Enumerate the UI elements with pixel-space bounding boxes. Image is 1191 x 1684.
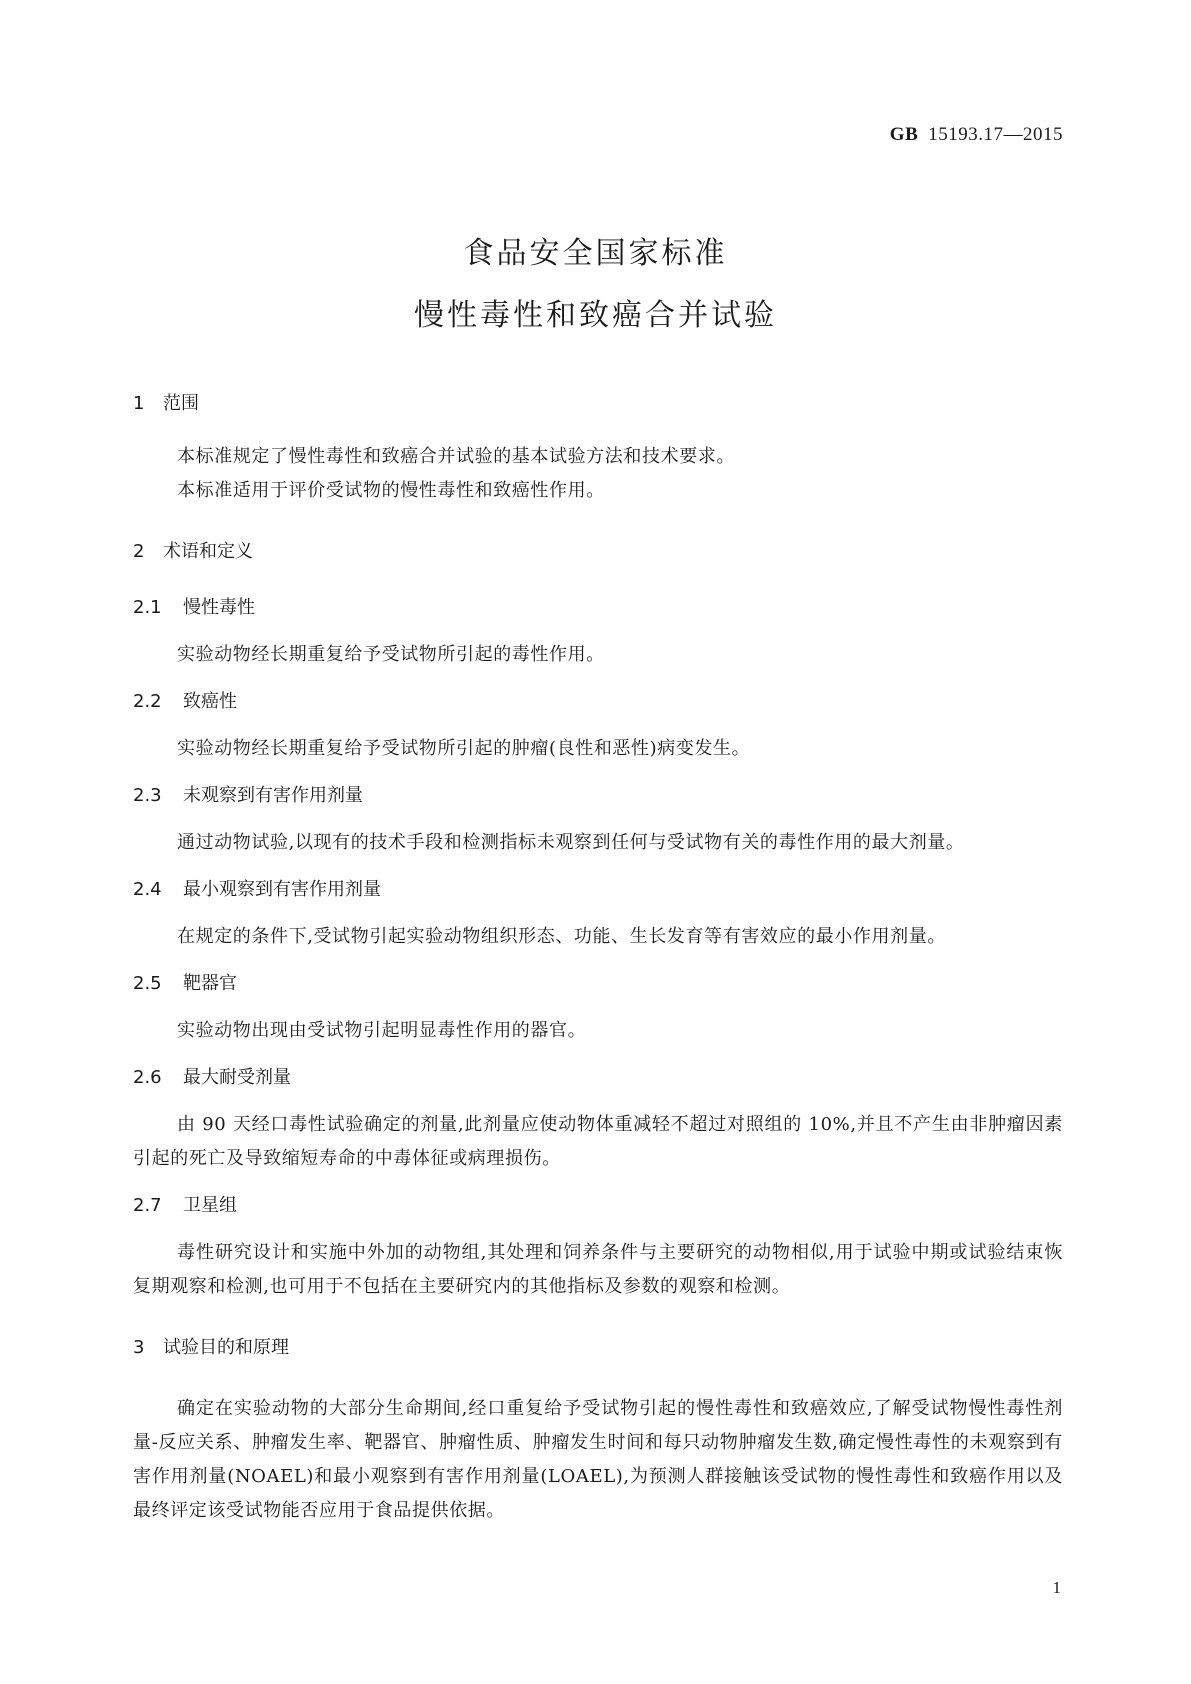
subsection-number: 2.4 bbox=[133, 879, 162, 900]
subsection-title: 靶器官 bbox=[183, 973, 237, 994]
subsection-heading-2-3 bbox=[133, 784, 1063, 808]
document-body bbox=[133, 392, 1063, 1528]
definition-text: 实验动物经长期重复给予受试物所引起的毒性作用。 bbox=[177, 644, 605, 665]
subsection-number: 2.2 bbox=[133, 691, 162, 712]
subsection-heading-2-6 bbox=[133, 1066, 1063, 1090]
document-title-line1: 食品安全国家标准 bbox=[463, 236, 728, 271]
subsection-heading-2-5 bbox=[133, 972, 1063, 996]
definition-text: 由 90 天经口毒性试验确定的剂量,此剂量应使动物体重减轻不超过对照组的 10%,并且不产生由非肿瘤因素引起的死亡及导致缩短寿命的中毒体征或病理损伤。 bbox=[133, 1114, 1063, 1169]
subsection-title: 慢性毒性 bbox=[183, 597, 255, 618]
gb-label: GB bbox=[889, 124, 919, 145]
subsection-title: 最大耐受剂量 bbox=[183, 1067, 291, 1088]
subsection-number: 2.3 bbox=[133, 785, 162, 806]
definition-text: 在规定的条件下,受试物引起实验动物组织形态、功能、生长发育等有害效应的最小作用剂量。 bbox=[177, 926, 946, 947]
section-title: 试验目的和原理 bbox=[163, 1337, 289, 1358]
definition-text: 通过动物试验,以现有的技术手段和检测指标未观察到任何与受试物有关的毒性作用的最大剂量。 bbox=[177, 832, 965, 853]
definition-text: 实验动物出现由受试物引起明显毒性作用的器官。 bbox=[177, 1020, 587, 1041]
section-heading-3 bbox=[133, 1336, 1063, 1360]
subsection-number: 2.1 bbox=[133, 597, 162, 618]
section-title: 术语和定义 bbox=[163, 541, 253, 562]
definition-text: 实验动物经长期重复给予受试物所引起的肿瘤(良性和恶性)病变发生。 bbox=[177, 738, 751, 759]
subsection-number: 2.7 bbox=[133, 1195, 162, 1216]
subsection-title: 致癌性 bbox=[183, 691, 237, 712]
subsection-number: 2.5 bbox=[133, 973, 162, 994]
paragraph: 本标准规定了慢性毒性和致癌合并试验的基本试验方法和技术要求。 bbox=[177, 446, 735, 467]
subsection-heading-2-7 bbox=[133, 1194, 1063, 1218]
subsection-number: 2.6 bbox=[133, 1067, 162, 1088]
document-title-line2: 慢性毒性和致癌合并试验 bbox=[414, 298, 777, 333]
subsection-heading-2-2 bbox=[133, 690, 1063, 714]
subsection-title: 最小观察到有害作用剂量 bbox=[183, 879, 381, 900]
paragraph: 确定在实验动物的大部分生命期间,经口重复给予受试物引起的慢性毒性和致癌效应,了解受试物慢性毒性剂量-反应关系、肿瘤发生率、靶器官、肿瘤性质、肿瘤发生时间和每只动物肿瘤发生数,确定慢性毒性的未观察到有害作用剂量(NOAEL)和最小观察到有害作用剂量(LOAEL),为预测人群接触该受试物的慢性毒性和致癌作用以及最终评定该受试物能否应用于食品提供依据。 bbox=[133, 1398, 1063, 1521]
page-number: 1 bbox=[1052, 1578, 1061, 1597]
section-number: 3 bbox=[133, 1337, 145, 1358]
subsection-title: 未观察到有害作用剂量 bbox=[183, 785, 363, 806]
subsection-heading-2-1 bbox=[133, 596, 1063, 620]
subsection-heading-2-4 bbox=[133, 878, 1063, 902]
section-heading-1 bbox=[133, 392, 1063, 416]
paragraph: 本标准适用于评价受试物的慢性毒性和致癌性作用。 bbox=[177, 480, 605, 501]
section-title: 范围 bbox=[163, 393, 199, 414]
section-number: 1 bbox=[133, 393, 145, 414]
section-number: 2 bbox=[133, 541, 145, 562]
section-heading-2 bbox=[133, 540, 1063, 564]
standard-number: 15193.17—2015 bbox=[928, 124, 1063, 145]
definition-text: 毒性研究设计和实施中外加的动物组,其处理和饲养条件与主要研究的动物相似,用于试验中期或试验结束恢复期观察和检测,也可用于不包括在主要研究内的其他指标及参数的观察和检测。 bbox=[133, 1242, 1063, 1297]
subsection-title: 卫星组 bbox=[183, 1195, 237, 1216]
standard-code bbox=[890, 124, 1063, 146]
